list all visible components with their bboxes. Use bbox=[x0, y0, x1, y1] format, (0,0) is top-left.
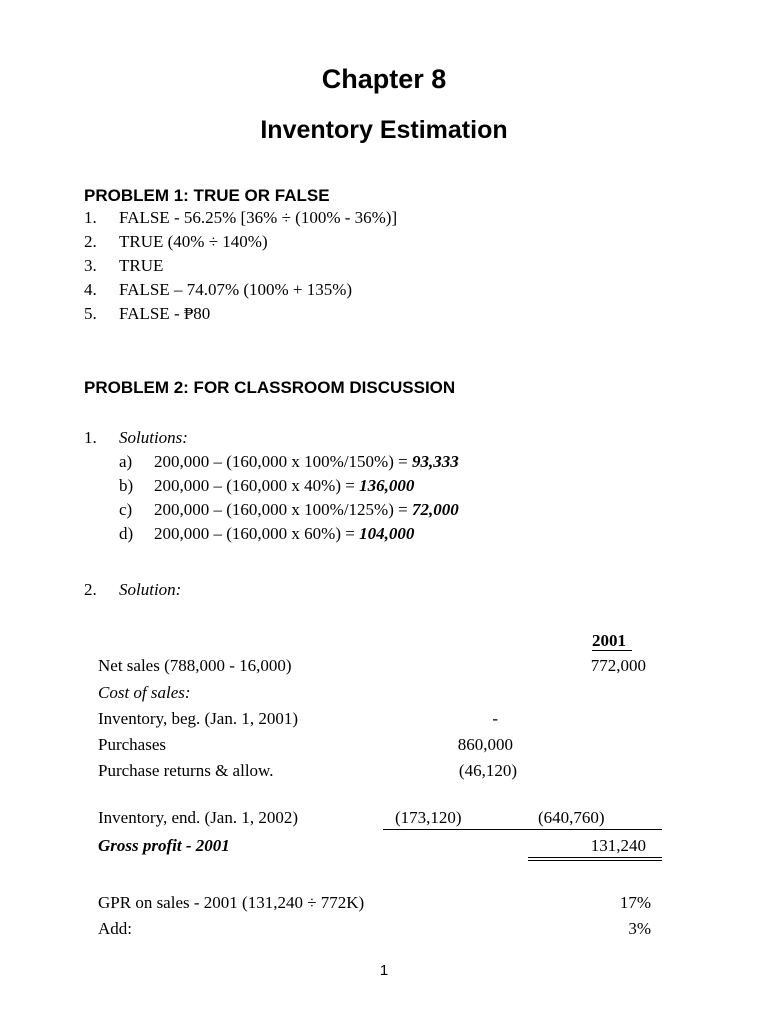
purchases-value: 860,000 bbox=[457, 735, 513, 754]
chapter-heading: Chapter 8 bbox=[321, 64, 447, 94]
formula-text: 200,000 – (160,000 x 100%/125%) = bbox=[154, 500, 412, 519]
inventory-beg-value: - bbox=[492, 709, 498, 728]
problem2-heading: PROBLEM 2: FOR CLASSROOM DISCUSSION bbox=[84, 378, 456, 397]
item-letter: b) bbox=[119, 476, 134, 495]
gross-profit-total: 131,240 bbox=[590, 836, 646, 855]
page-title: Inventory Estimation bbox=[260, 116, 508, 144]
gross-profit-label: Gross profit - 2001 bbox=[98, 836, 230, 855]
item-number: 2. bbox=[84, 232, 97, 251]
question-number: 2. bbox=[84, 580, 97, 599]
item-text: FALSE - ₱80 bbox=[119, 304, 211, 323]
year-header: 2001 bbox=[592, 631, 626, 650]
item-number: 1. bbox=[84, 208, 97, 227]
answer-value: 104,000 bbox=[359, 524, 415, 543]
inventory-end-label: Inventory, end. (Jan. 1, 2002) bbox=[98, 808, 299, 827]
purchases-label: Purchases bbox=[98, 735, 166, 754]
item-text: TRUE (40% ÷ 140%) bbox=[119, 232, 268, 251]
gpr-label: GPR on sales - 2001 (131,240 ÷ 772K) bbox=[98, 893, 365, 912]
item-text: FALSE – 74.07% (100% + 135%) bbox=[119, 280, 353, 299]
item-number: 4. bbox=[84, 280, 97, 299]
add-label: Add: bbox=[98, 919, 132, 938]
returns-value: (46,120) bbox=[458, 761, 517, 780]
solutions-label: Solutions: bbox=[119, 428, 188, 447]
inventory-beg-label: Inventory, beg. (Jan. 1, 2001) bbox=[98, 709, 299, 728]
inventory-end-value: (173,120) bbox=[395, 808, 462, 827]
solution-label: Solution: bbox=[119, 580, 182, 599]
question-number: 1. bbox=[84, 428, 97, 447]
gpr-value: 17% bbox=[619, 893, 651, 912]
item-letter: d) bbox=[119, 524, 134, 543]
formula-text: 200,000 – (160,000 x 40%) = bbox=[154, 476, 360, 495]
cost-of-sales-label: Cost of sales: bbox=[98, 683, 191, 702]
cost-of-sales-total: (640,760) bbox=[538, 808, 605, 827]
add-value: 3% bbox=[628, 919, 651, 938]
item-text: TRUE bbox=[119, 256, 164, 275]
item-letter: c) bbox=[119, 500, 133, 519]
item-letter: a) bbox=[119, 452, 133, 471]
answer-value: 136,000 bbox=[359, 476, 415, 495]
formula-text: 200,000 – (160,000 x 60%) = bbox=[154, 524, 360, 543]
net-sales-total: 772,000 bbox=[590, 656, 646, 675]
subtotal-underline bbox=[383, 829, 662, 830]
item-text: FALSE - 56.25% [36% ÷ (100% - 36%)] bbox=[119, 208, 398, 227]
year-underline bbox=[592, 650, 632, 651]
net-sales-label: Net sales (788,000 - 16,000) bbox=[98, 656, 292, 675]
answer-value: 72,000 bbox=[411, 500, 459, 519]
formula-text: 200,000 – (160,000 x 100%/150%) = bbox=[154, 452, 412, 471]
total-double-underline-bottom bbox=[528, 860, 662, 861]
problem1-heading: PROBLEM 1: TRUE OR FALSE bbox=[84, 186, 330, 205]
total-double-underline-top bbox=[528, 857, 662, 858]
page-number: 1 bbox=[379, 962, 389, 979]
answer-value: 93,333 bbox=[411, 452, 459, 471]
returns-label: Purchase returns & allow. bbox=[98, 761, 274, 780]
item-number: 5. bbox=[84, 304, 97, 323]
item-number: 3. bbox=[84, 256, 97, 275]
